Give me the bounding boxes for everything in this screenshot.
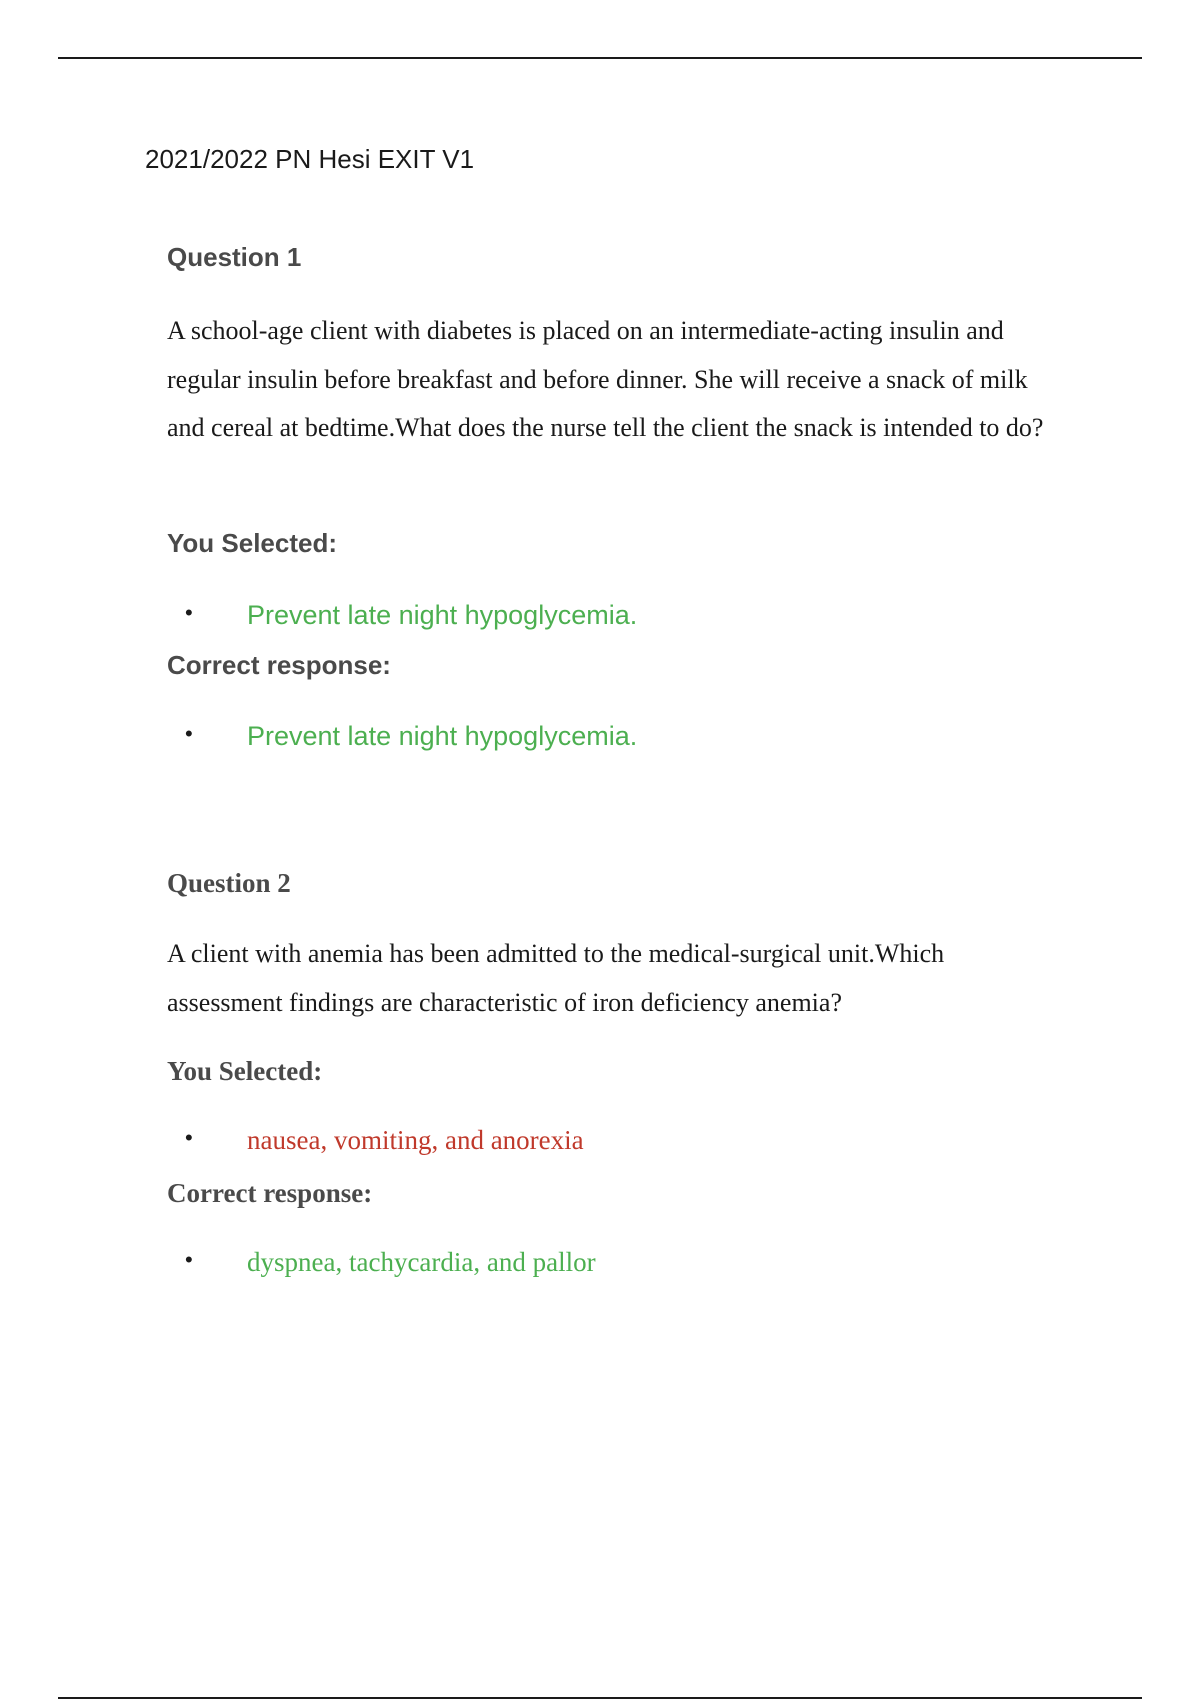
question-2-correct-answer-text: dyspnea, tachycardia, and pallor (247, 1247, 596, 1277)
question-2-selected-answer-text: nausea, vomiting, and anorexia (247, 1125, 584, 1155)
question-1-text: A school-age client with diabetes is placed on an intermediate-acting insulin and regular insulin before breakfast and before dinner. She will receive a snack of milk and cereal at bedtime.What does the nurse tell the client the snack is intended to do? (167, 316, 1044, 442)
question-1-heading: Question 1 (167, 242, 302, 272)
bullet-icon: • (185, 1125, 193, 1150)
bottom-rule (58, 1697, 1142, 1699)
question-2-text: A client with anemia has been admitted to the medical-surgical unit.Which assessment findings are characteristic of iron deficiency anemia? (167, 939, 945, 1017)
question-2-correct-label: Correct response: (167, 1178, 373, 1208)
question-1-correct-answer-text: Prevent late night hypoglycemia. (247, 721, 638, 751)
question-1-selected-answer-text: Prevent late night hypoglycemia. (247, 600, 638, 630)
bullet-icon: • (185, 1247, 193, 1272)
bullet-icon: • (185, 721, 193, 746)
bullet-icon: • (185, 600, 193, 625)
question-2-selected-label: You Selected: (167, 1056, 323, 1086)
top-rule (58, 57, 1142, 59)
document-title: 2021/2022 PN Hesi EXIT V1 (145, 144, 475, 174)
question-2-heading: Question 2 (167, 868, 291, 898)
question-1-correct-label: Correct response: (167, 650, 391, 680)
question-1-selected-label: You Selected: (167, 528, 338, 558)
